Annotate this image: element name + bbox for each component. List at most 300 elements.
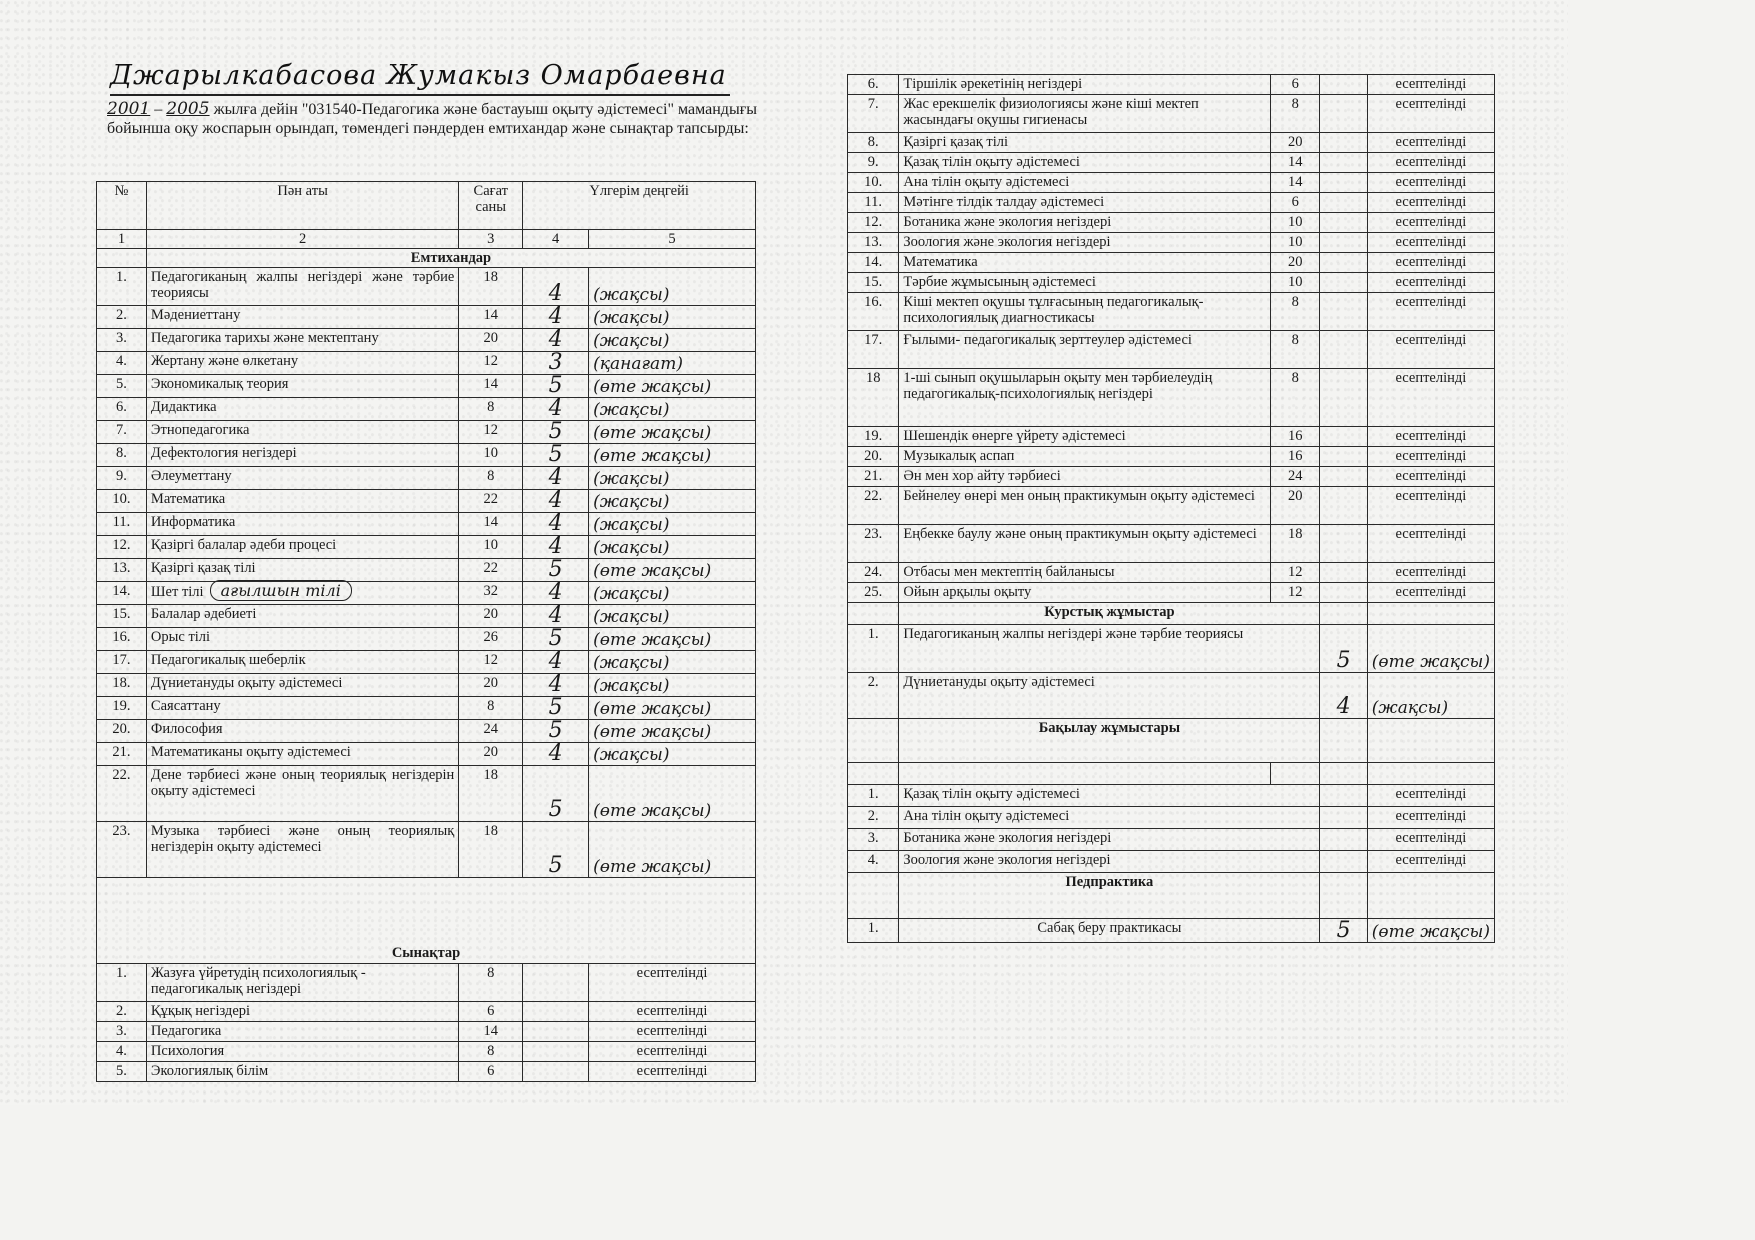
- col-index-3: 3: [459, 230, 523, 249]
- row-number: 21.: [97, 743, 147, 766]
- grade-word-handwritten: (жақсы): [589, 536, 756, 559]
- subject-name-text: Әлеуметтану: [150, 468, 232, 484]
- empty-cell: [1320, 153, 1367, 173]
- table-row: [97, 398, 756, 421]
- row-number: 1.: [97, 964, 147, 1002]
- subject-name-text: Орыс тілі: [150, 629, 211, 645]
- blank-cell: [1320, 763, 1367, 785]
- subject-name-text: Балалар әдебиеті: [150, 606, 257, 622]
- table-row: [97, 1062, 756, 1082]
- empty-cell: [1320, 273, 1367, 293]
- subject-name: [146, 582, 458, 605]
- grade-number-handwritten: 4: [523, 490, 589, 513]
- hours-cell: 18: [1271, 525, 1320, 563]
- hours-cell: 10: [459, 536, 523, 559]
- hours-cell: 6: [459, 1062, 523, 1082]
- table-row: [97, 822, 756, 878]
- table-row: [97, 743, 756, 766]
- row-number: 2.: [848, 807, 899, 829]
- hours-cell: 8: [459, 398, 523, 421]
- subject-name: Ана тілін оқыту әдістемесі: [899, 173, 1271, 193]
- table-row: [848, 625, 1495, 673]
- subject-name: Қазақ тілін оқыту әдістемесі: [899, 785, 1320, 807]
- grade-number-handwritten: 5: [1320, 919, 1367, 943]
- empty-cell: [1320, 467, 1367, 487]
- empty-cell: [1320, 253, 1367, 273]
- subject-name: [146, 444, 458, 467]
- empty-cell: [1320, 851, 1367, 873]
- hours-cell: 8: [1271, 369, 1320, 427]
- row-number: 19.: [848, 427, 899, 447]
- subject-name: [146, 513, 458, 536]
- row-number: 14.: [97, 582, 147, 605]
- empty-cell: [1320, 563, 1367, 583]
- subject-name: [146, 766, 458, 822]
- subject-name: [146, 398, 458, 421]
- table-row: [97, 444, 756, 467]
- row-number: 18.: [97, 674, 147, 697]
- grade-number-handwritten: 5: [523, 375, 589, 398]
- table-row: [97, 628, 756, 651]
- table-row: [97, 490, 756, 513]
- tests-section-row: [97, 944, 756, 964]
- section-exams-title: Емтихандар: [146, 249, 755, 268]
- row-number: 24.: [848, 563, 899, 583]
- subject-name: Зоология және экология негіздері: [899, 233, 1271, 253]
- row-number: 8.: [97, 444, 147, 467]
- row-number: 22.: [848, 487, 899, 525]
- subject-name: Сабақ беру практикасы: [899, 919, 1320, 943]
- subject-name: [146, 559, 458, 582]
- empty-cell: [1320, 785, 1367, 807]
- blank-cell: [848, 603, 899, 625]
- blank-cell: [1320, 719, 1367, 763]
- empty-cell: [1320, 233, 1367, 253]
- row-number: 7.: [848, 95, 899, 133]
- subject-name-text: Жертану және өлкетану: [150, 353, 299, 369]
- row-number: 1.: [848, 785, 899, 807]
- row-number: 14.: [848, 253, 899, 273]
- grade-word-handwritten: (жақсы): [589, 674, 756, 697]
- hours-cell: 8: [459, 697, 523, 720]
- result-cell: есептелінді: [1367, 427, 1494, 447]
- row-number: 15.: [848, 273, 899, 293]
- result-cell: есептелінді: [1367, 487, 1494, 525]
- grade-number-handwritten: 5: [523, 697, 589, 720]
- subject-name: [146, 720, 458, 743]
- hours-cell: 12: [1271, 563, 1320, 583]
- subject-name: Қазақ тілін оқыту әдістемесі: [899, 153, 1271, 173]
- result-cell: есептелінді: [1367, 253, 1494, 273]
- hours-cell: 26: [459, 628, 523, 651]
- hours-cell: 22: [459, 559, 523, 582]
- grade-number-handwritten: 4: [523, 268, 589, 306]
- subject-name-text: Педагогика тарихы және мектептану: [150, 330, 379, 346]
- table-row: [848, 525, 1495, 563]
- empty-cell: [523, 1002, 589, 1022]
- result-cell: есептелінді: [1367, 563, 1494, 583]
- row-number: 23.: [97, 822, 147, 878]
- grade-number-handwritten: 4: [523, 743, 589, 766]
- hours-cell: 12: [1271, 583, 1320, 603]
- table-row: [97, 582, 756, 605]
- hours-cell: 10: [1271, 233, 1320, 253]
- result-cell: есептелінді: [1367, 467, 1494, 487]
- row-number: 9.: [97, 467, 147, 490]
- hours-cell: 8: [459, 964, 523, 1002]
- row-number: 23.: [848, 525, 899, 563]
- grade-word-handwritten: (жақсы): [589, 490, 756, 513]
- row-number: 21.: [848, 467, 899, 487]
- row-number: 16.: [848, 293, 899, 331]
- row-number: 25.: [848, 583, 899, 603]
- col-index-5: 5: [589, 230, 756, 249]
- grade-number-handwritten: 4: [1320, 673, 1367, 719]
- row-number: 18: [848, 369, 899, 427]
- result-cell: есептелінді: [1367, 213, 1494, 233]
- hours-cell: 20: [1271, 253, 1320, 273]
- result-cell: есептелінді: [1367, 807, 1494, 829]
- subject-name: Еңбекке баулу және оның практикумын оқыту әдістемесі: [899, 525, 1271, 563]
- subject-name-text: Мәдениеттану: [150, 307, 241, 323]
- empty-cell: [1320, 487, 1367, 525]
- table-row: [848, 807, 1495, 829]
- table-row: [848, 447, 1495, 467]
- hours-cell: 8: [459, 1042, 523, 1062]
- table-row: [97, 605, 756, 628]
- grade-number-handwritten: 5: [523, 720, 589, 743]
- section-tests-title: Сынақтар: [97, 944, 756, 964]
- subject-name: Педагогика: [146, 1022, 458, 1042]
- grade-word-handwritten: (өте жақсы): [589, 421, 756, 444]
- grade-number-handwritten: 5: [523, 444, 589, 467]
- hours-cell: 20: [459, 329, 523, 352]
- table-row: [848, 829, 1495, 851]
- row-number: 17.: [97, 651, 147, 674]
- year-to: 2005: [166, 99, 210, 119]
- empty-cell: [1320, 193, 1367, 213]
- grade-word-handwritten: (өте жақсы): [589, 697, 756, 720]
- result-cell: есептелінді: [1367, 173, 1494, 193]
- table-row: [848, 233, 1495, 253]
- hours-cell: 8: [459, 467, 523, 490]
- hours-cell: 14: [459, 1022, 523, 1042]
- subject-name: [146, 605, 458, 628]
- result-cell: есептелінді: [1367, 851, 1494, 873]
- hours-cell: 16: [1271, 427, 1320, 447]
- subject-name: [146, 268, 458, 306]
- empty-cell: [1320, 75, 1367, 95]
- result-cell: есептелінді: [1367, 273, 1494, 293]
- grade-number-handwritten: 4: [523, 651, 589, 674]
- hours-cell: 16: [1271, 447, 1320, 467]
- grade-word-handwritten: (жақсы): [589, 306, 756, 329]
- subject-name: [146, 822, 458, 878]
- grade-number-handwritten: 5: [1320, 625, 1367, 673]
- empty-cell: [1320, 447, 1367, 467]
- subject-name: Жазуға үйретудің психологиялық - педагогикалық негіздері: [146, 964, 458, 1002]
- row-number: 9.: [848, 153, 899, 173]
- result-cell: есептелінді: [589, 964, 756, 1002]
- grade-word-handwritten: (өте жақсы): [589, 375, 756, 398]
- subject-name: Математика: [899, 253, 1271, 273]
- empty-cell: [523, 1062, 589, 1082]
- subject-name: Тіршілік әрекетінің негіздері: [899, 75, 1271, 95]
- subject-name: Ғылыми- педагогикалық зерттеулер әдістемесі: [899, 331, 1271, 369]
- row-number: 12.: [848, 213, 899, 233]
- practice-section: [848, 873, 1495, 919]
- row-number: 3.: [97, 1022, 147, 1042]
- col-index-4: 4: [523, 230, 589, 249]
- hours-cell: 18: [459, 822, 523, 878]
- empty-cell: [1320, 583, 1367, 603]
- grade-word-handwritten: (өте жақсы): [589, 444, 756, 467]
- table-row: [97, 697, 756, 720]
- hours-cell: 6: [1271, 75, 1320, 95]
- grade-word-handwritten: (қанағат): [589, 352, 756, 375]
- grade-number-handwritten: 4: [523, 674, 589, 697]
- practice-section-title: Педпрактика: [899, 873, 1320, 919]
- row-number: 1.: [97, 268, 147, 306]
- hours-cell: 8: [1271, 95, 1320, 133]
- row-number: 6.: [97, 398, 147, 421]
- subject-name-text: Дидактика: [150, 399, 217, 415]
- coursework-section: [848, 603, 1495, 625]
- grade-number-handwritten: 4: [523, 467, 589, 490]
- subject-name: Зоология және экология негіздері: [899, 851, 1320, 873]
- grade-word-handwritten: (өте жақсы): [1367, 919, 1494, 943]
- table-row: [848, 467, 1495, 487]
- grade-word-handwritten: (өте жақсы): [589, 559, 756, 582]
- subject-name-text: Педагогикалық шеберлік: [150, 652, 306, 668]
- blank-cell: [1367, 603, 1494, 625]
- row-number: 10.: [848, 173, 899, 193]
- result-cell: есептелінді: [1367, 95, 1494, 133]
- grade-word-handwritten: (өте жақсы): [589, 628, 756, 651]
- table-row: [848, 583, 1495, 603]
- table-row: [97, 720, 756, 743]
- blank-cell: [899, 763, 1271, 785]
- subject-name-text: Информатика: [150, 514, 236, 530]
- subject-name-text: Математика: [150, 491, 226, 507]
- empty-cell: [1320, 525, 1367, 563]
- subject-name: Ботаника және экология негіздері: [899, 829, 1320, 851]
- grade-word-handwritten: (жақсы): [589, 513, 756, 536]
- row-number: 11.: [848, 193, 899, 213]
- row-number: 20.: [97, 720, 147, 743]
- grade-word-handwritten: (жақсы): [1367, 673, 1494, 719]
- empty-cell: [1320, 95, 1367, 133]
- result-cell: есептелінді: [1367, 447, 1494, 467]
- row-number: 4.: [97, 1042, 147, 1062]
- subject-name-text: Музыка тәрбиесі және оның теориялық негіздерін оқыту әдістемесі: [150, 823, 455, 855]
- blank-spacer-row: [97, 878, 756, 944]
- tests-table-continued: [847, 74, 1495, 943]
- subject-name: Құқық негіздері: [146, 1002, 458, 1022]
- table-row: [848, 427, 1495, 447]
- empty-cell: [1320, 213, 1367, 233]
- table-row: [848, 673, 1495, 719]
- table-row: [97, 536, 756, 559]
- student-name-handwritten: Джарылкабасова Жумакыз Омарбаевна: [110, 60, 730, 96]
- grade-word-handwritten: (жақсы): [589, 398, 756, 421]
- hours-cell: 14: [1271, 153, 1320, 173]
- table-row: [97, 268, 756, 306]
- row-number: 10.: [97, 490, 147, 513]
- col-num-header: №: [97, 182, 147, 230]
- grade-word-handwritten: (жақсы): [589, 268, 756, 306]
- hours-cell: 14: [459, 306, 523, 329]
- subject-name: Психология: [146, 1042, 458, 1062]
- row-number: 8.: [848, 133, 899, 153]
- subject-name: [146, 375, 458, 398]
- result-cell: есептелінді: [1367, 525, 1494, 563]
- subject-name: Мәтінге тілдік талдау әдістемесі: [899, 193, 1271, 213]
- result-cell: есептелінді: [1367, 293, 1494, 331]
- result-cell: есептелінді: [1367, 369, 1494, 427]
- subject-name: Жас ерекшелік физиологиясы және кіші мектеп жасындағы оқушы гигиенасы: [899, 95, 1271, 133]
- result-cell: есептелінді: [589, 1002, 756, 1022]
- table-row: [97, 421, 756, 444]
- row-number: 1.: [848, 919, 899, 943]
- grade-word-handwritten: (жақсы): [589, 743, 756, 766]
- result-cell: есептелінді: [589, 1022, 756, 1042]
- row-number: 5.: [97, 375, 147, 398]
- row-number: 16.: [97, 628, 147, 651]
- coursework-section-title: Курстық жұмыстар: [899, 603, 1320, 625]
- subject-name-text: Философия: [150, 721, 223, 737]
- hours-cell: 10: [459, 444, 523, 467]
- empty-cell: [523, 1042, 589, 1062]
- grade-word-handwritten: (өте жақсы): [589, 766, 756, 822]
- row-number: 4.: [97, 352, 147, 375]
- hours-cell: 10: [1271, 273, 1320, 293]
- table-row: [97, 329, 756, 352]
- col-hours-header: Сағат саны: [459, 182, 523, 230]
- hours-cell: 14: [459, 513, 523, 536]
- empty-cell: [1320, 829, 1367, 851]
- year-from: 2001: [107, 99, 151, 119]
- table-row: [848, 193, 1495, 213]
- subject-name: [146, 536, 458, 559]
- empty-cell: [1320, 173, 1367, 193]
- row-number: 19.: [97, 697, 147, 720]
- result-cell: есептелінді: [589, 1062, 756, 1082]
- table-row: [848, 273, 1495, 293]
- table-row: [848, 293, 1495, 331]
- hours-cell: 12: [459, 651, 523, 674]
- col-grade-header: Үлгерім деңгейі: [523, 182, 756, 230]
- table-row: [848, 785, 1495, 807]
- left-header: [95, 60, 760, 138]
- hours-cell: 20: [459, 743, 523, 766]
- hours-cell: 8: [1271, 293, 1320, 331]
- grade-number-handwritten: 5: [523, 421, 589, 444]
- subject-name: Педагогиканың жалпы негіздері және тәрбие теориясы: [899, 625, 1320, 673]
- result-cell: есептелінді: [1367, 829, 1494, 851]
- column-index-row: [97, 230, 756, 249]
- hours-cell: 22: [459, 490, 523, 513]
- subject-name: Қазіргі қазақ тілі: [899, 133, 1271, 153]
- subject-name: [146, 329, 458, 352]
- hours-cell: 20: [459, 605, 523, 628]
- subject-name: [146, 352, 458, 375]
- subject-name: Музыкалық аспап: [899, 447, 1271, 467]
- table-row: [848, 173, 1495, 193]
- grade-word-handwritten: (өте жақсы): [589, 822, 756, 878]
- row-number: 1.: [848, 625, 899, 673]
- blank-spacer-row: [848, 763, 1495, 785]
- subject-name-text: Математиканы оқыту әдістемесі: [150, 744, 351, 760]
- control-section: [848, 719, 1495, 763]
- grade-number-handwritten: 4: [523, 513, 589, 536]
- row-number: 2.: [848, 673, 899, 719]
- subject-name: Дүниетануды оқыту әдістемесі: [899, 673, 1320, 719]
- subject-name: Ойын арқылы оқыту: [899, 583, 1271, 603]
- col-subject-header: Пән аты: [146, 182, 458, 230]
- grade-number-handwritten: 5: [523, 559, 589, 582]
- grade-number-handwritten: 4: [523, 582, 589, 605]
- hours-cell: 24: [1271, 467, 1320, 487]
- subject-name: [146, 490, 458, 513]
- row-number: 7.: [97, 421, 147, 444]
- subject-name: Бейнелеу өнері мен оның практикумын оқыту әдістемесі: [899, 487, 1271, 525]
- grade-word-handwritten: (өте жақсы): [1367, 625, 1494, 673]
- grade-word-handwritten: (жақсы): [589, 582, 756, 605]
- blank-cell: [1320, 603, 1367, 625]
- empty-cell: [1320, 331, 1367, 369]
- hours-cell: 6: [459, 1002, 523, 1022]
- subject-name-text: Қазіргі балалар әдеби процесі: [150, 537, 337, 553]
- subject-name: [146, 651, 458, 674]
- table-row: [848, 153, 1495, 173]
- blank-cell: [848, 873, 899, 919]
- result-cell: есептелінді: [1367, 75, 1494, 95]
- row-number: 3.: [848, 829, 899, 851]
- hours-cell: 18: [459, 268, 523, 306]
- row-number: 4.: [848, 851, 899, 873]
- control-section-title: Бақылау жұмыстары: [899, 719, 1320, 763]
- subject-name-text: Шет тілі: [150, 584, 204, 600]
- row-number: 6.: [848, 75, 899, 95]
- grade-number-handwritten: 4: [523, 605, 589, 628]
- table-row: [97, 766, 756, 822]
- row-number: 15.: [97, 605, 147, 628]
- subject-name: Отбасы мен мектептің байланысы: [899, 563, 1271, 583]
- row-number: 2.: [97, 306, 147, 329]
- empty-cell: [1320, 133, 1367, 153]
- table-row: [97, 306, 756, 329]
- table-row: [97, 513, 756, 536]
- result-cell: есептелінді: [589, 1042, 756, 1062]
- subject-name: [146, 628, 458, 651]
- blank-cell: [1367, 763, 1494, 785]
- subject-name-text: Экономикалық теория: [150, 376, 289, 392]
- empty-cell: [523, 1022, 589, 1042]
- blank-cell: [97, 878, 756, 944]
- subject-name: [146, 467, 458, 490]
- row-number: 22.: [97, 766, 147, 822]
- table-row: [848, 75, 1495, 95]
- grade-word-handwritten: (жақсы): [589, 329, 756, 352]
- exams-table: [96, 181, 756, 1082]
- subject-name: [146, 421, 458, 444]
- result-cell: есептелінді: [1367, 583, 1494, 603]
- subject-name: [146, 743, 458, 766]
- table-row: [848, 851, 1495, 873]
- hours-cell: 12: [459, 421, 523, 444]
- table-row: [848, 331, 1495, 369]
